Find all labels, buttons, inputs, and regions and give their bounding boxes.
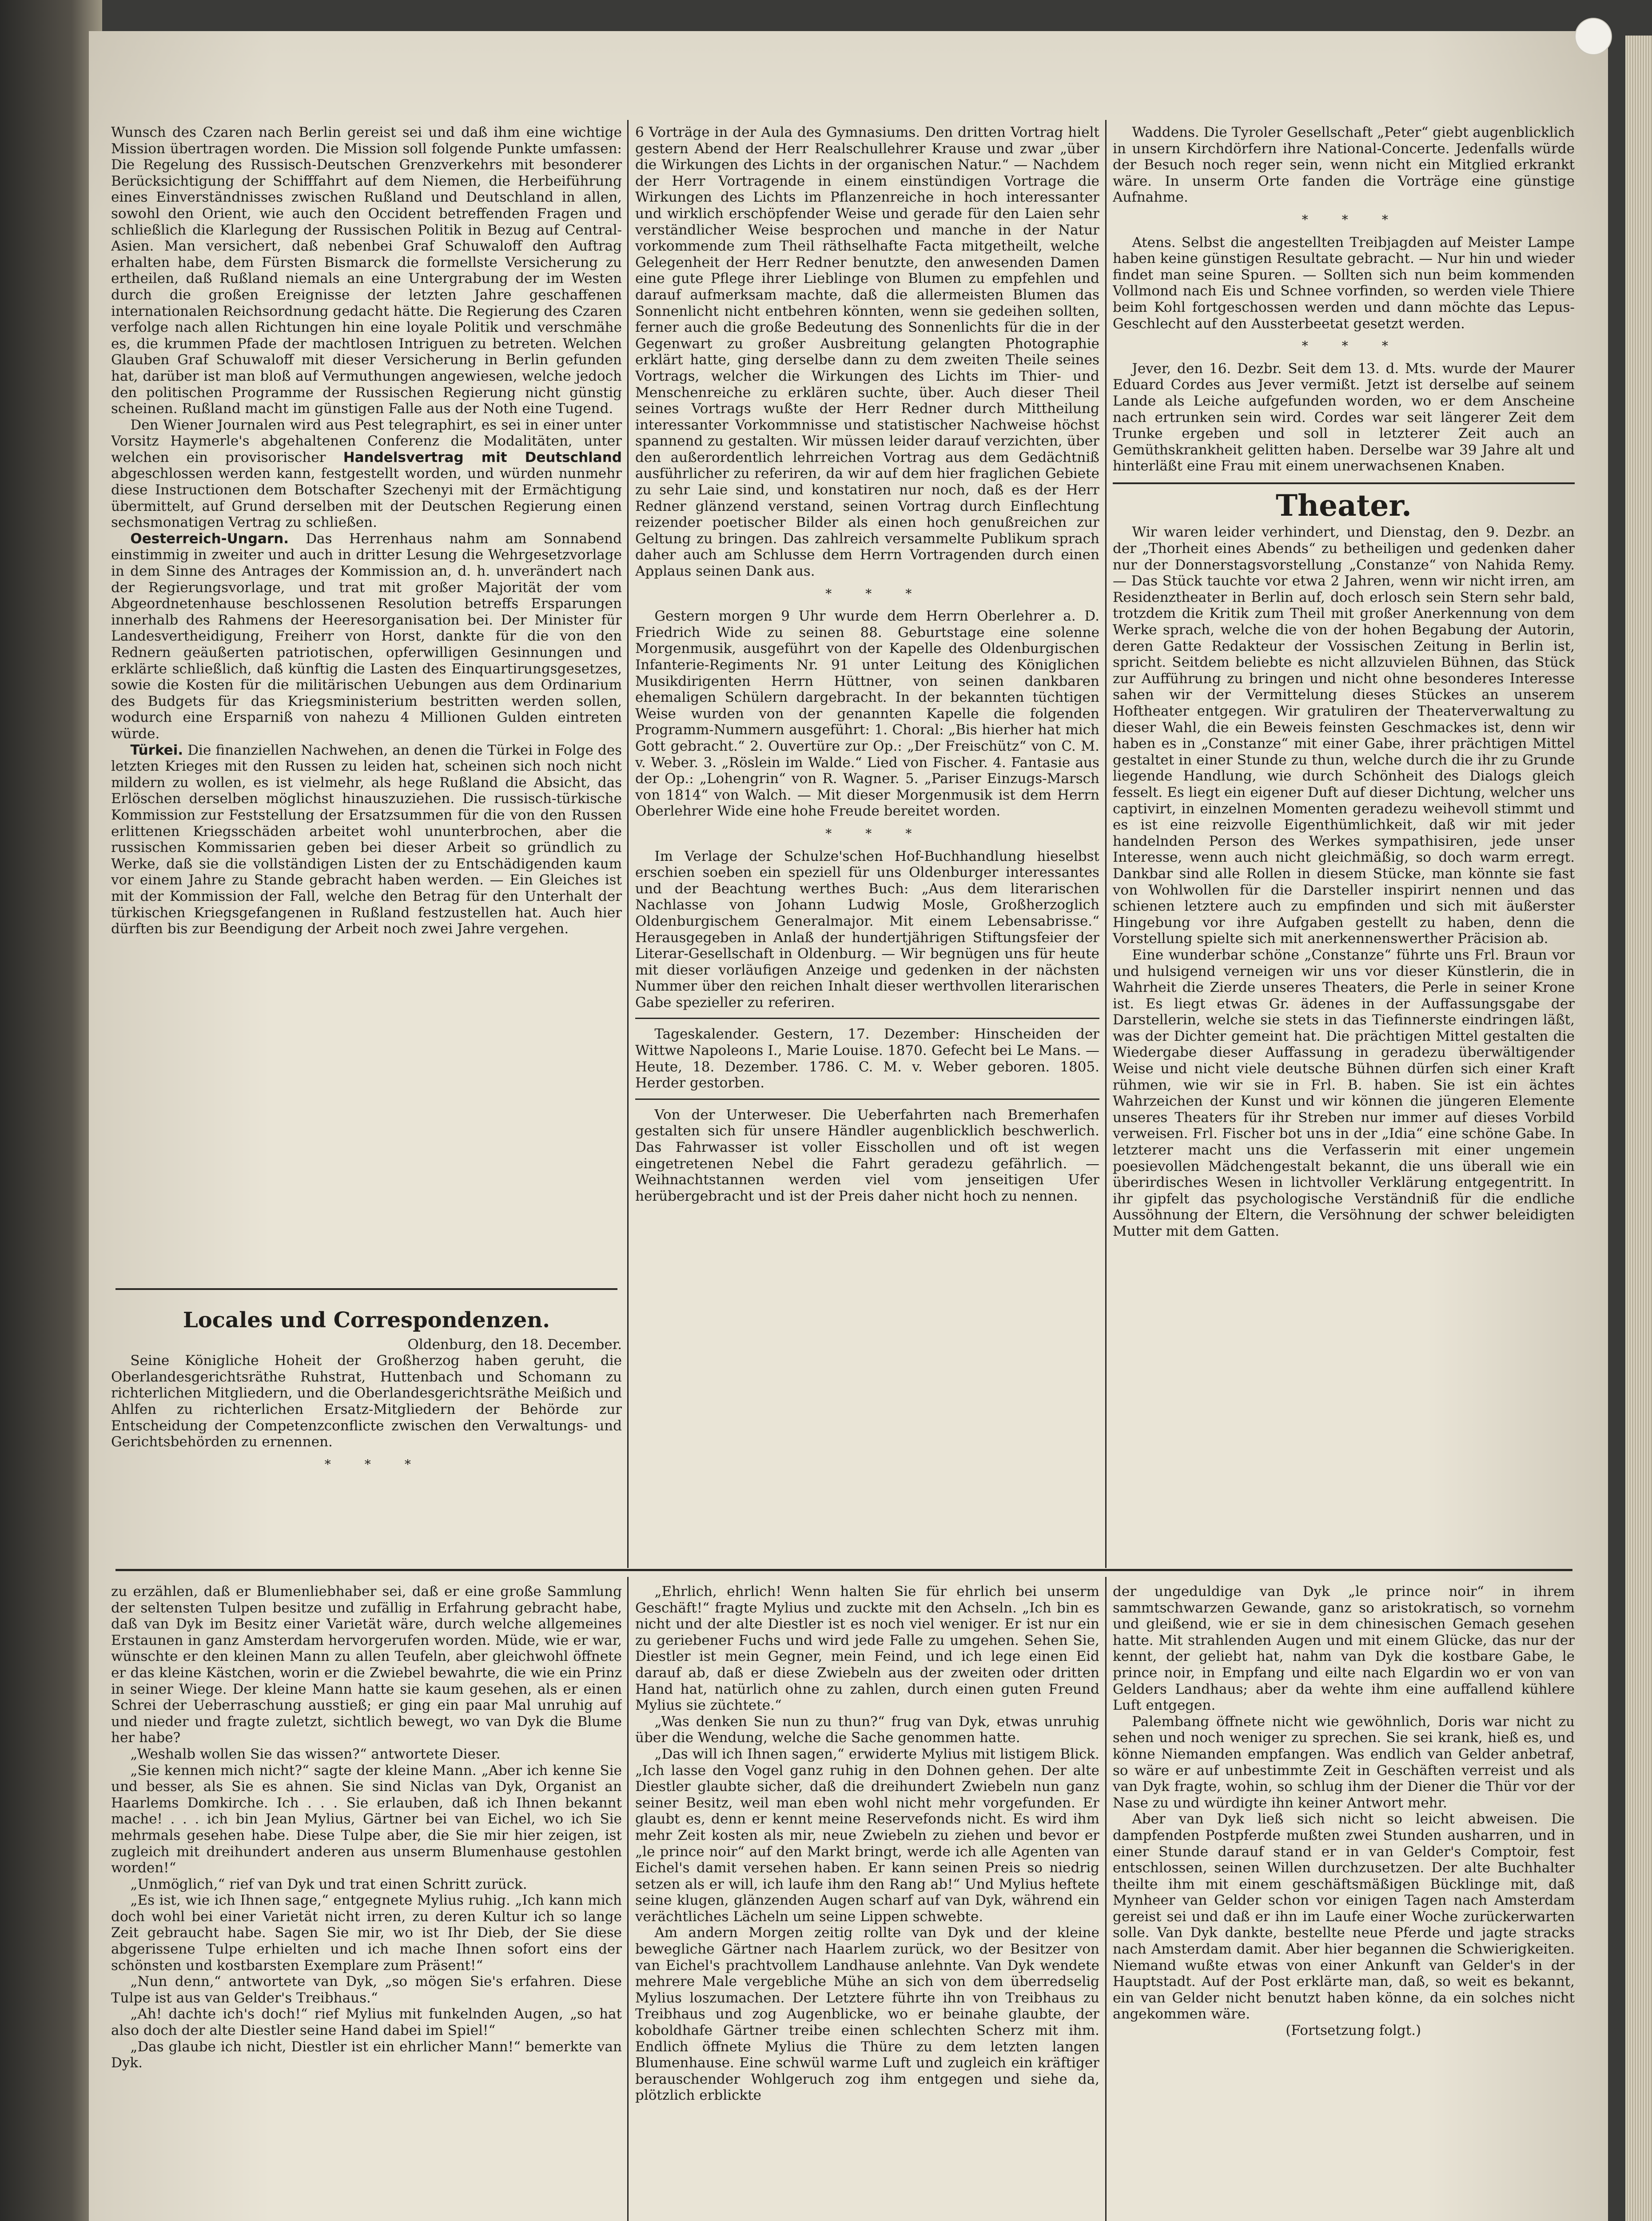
separator-stars: * * * [1302, 338, 1403, 354]
column-top-right [1113, 124, 1575, 1546]
paragraph: 6 Vorträge in der Aula des Gymnasiums. Den dritten Vortrag hielt gestern Abend der Herr Realschullehrer Krause und zwar „über die Wirkungen des Lichts in der organischen Natur.“ — Nachdem der Herr Vortragende in einem einstündigen Vortrage die Wirkungen des Lichts im Pflanzenreiche in hoch interessanter und wirklich erschöpfender Weise und gerade für den Laien sehr verständlicher Weise besprochen und manche in der Natur vorkommende zum Theil räthselhafte Facta mitgetheilt, welche Gelegenheit der Herr Redner benutzte, den anwesenden Damen eine gute Pflege ihrer Lieblinge von Blumen zu empfehlen und darauf aufmerksam machte, daß die allermeisten Blumen das Sonnenlicht nicht entbehren könnten, wenn sie gedeihen sollten, ferner auch die große Bedeutung des Sonnenlichts für die in der Gegenwart zu großer Ausbreitung gelangten Photographie erklärt hatte, ging derselbe dann zu dem zweiten Theile seines Vortrags, welcher die Wirkungen des Lichts im Thier- und Menschenreiche zu erklären suchte, über. Auch dieser Theil seines Vortrags wußte der Herr Redner durch Mittheilung interessanter Vorkommnisse und statistischer Nachweise höchst spannend zu gestalten. Wir müssen leider darauf verzichten, über den außerordentlich lehrreichen Vortrag aus dem Gedächtniß ausführlicher zu referiren, da wir auf dem hier fraglichen Gebiete zu sehr Laie sind, und konstatiren nur noch, daß es der Herr Redner glänzend verstand, seinen Vortrag durch Einflechtung reizender poetischer Bilder als einen hoch genußreichen zur Geltung zu bringen. Das zahlreich versammelte Publikum sprach daher auch am Schlusse dem Herrn Vortragenden durch einen Applaus seinen Dank aus. [635, 124, 1099, 580]
section-rule [635, 1099, 1099, 1100]
dateline: Oldenburg, den 18. December. [407, 1336, 622, 1353]
paragraph: Türkei. Die finanziellen Nachwehen, an denen die Türkei in Folge des letzten Krieges mit den Russen zu leiden hat, scheinen sich noch nicht mildern zu wollen, es ist vielmehr, als hege Rußland die Absicht, das Erlöschen derselben möglichst hinauszuziehen. Die russisch-türkische Kommission zur Feststellung der Ersatzsummen für die von den Russen erlittenen Kriegsschäden arbeitet wohl ununterbrochen, aber die russischen Kommissarien geben bei dieser Arbeit so gründlich zu Werke, daß sie die vollständigen Listen der zu Entschädigenden kaum vor einem Jahre zu Stande gebracht haben werden. — Ein Gleiches ist mit der Kommission der Fall, welche den Betrag für den Unterhalt der türkischen Kriegsgefangenen in Rußland festzustellen hat. Auch hier dürften bis zur Beendigung der Arbeit noch zwei Jahre vergehen. [111, 742, 622, 937]
continuation-note: (Fortsetzung folgt.) [1286, 2022, 1421, 2039]
section-heading-theater: Theater. [1275, 488, 1412, 523]
paragraph: „Das glaube ich nicht, Diestler ist ein ehrlicher Mann!“ bemerkte van Dyk. [111, 2038, 622, 2071]
paragraph: Aber van Dyk ließ sich nicht so leicht abweisen. Die dampfenden Postpferde mußten zwei Stunden ausharren, und in einer Stunde darauf stand er in van Gelder's Comptoir, fest entschlossen, seinen Willen durchzusetzen. Der alte Buchhalter theilte ihm mit einem geschäftsmäßigen Bücklinge mit, daß Mynheer van Gelder schon vor einigen Tagen nach Amsterdam gereist sei und daß er ihn im Laufe einer Woche zurückerwarten solle. Van Dyk dankte, bestellte neue Pferde und jagte stracks nach Amsterdam damit. Aber hier begannen die Schwierigkeiten. Niemand wußte etwas von einer Ankunft van Gelder's in der Hauptstadt. Auf der Post erklärte man, daß, so weit es bekannt, ein van Gelder nicht benutzt haben könne, da ein solches nicht angekommen wäre. [1113, 1811, 1575, 2022]
paragraph: „Es ist, wie ich Ihnen sage,“ entgegnete Mylius ruhig. „Ich kann mich doch wohl bei einer Varietät nicht irren, zu deren Kultur ich so lange Zeit gebraucht habe. Sagen Sie mir, wo ist Ihr Dieb, der Sie diese abgerissene Tulpe erhielten und ich mache Ihnen sofort eins der schönsten und kostbarsten Exemplare zum Präsent!“ [111, 1892, 622, 1974]
book-spine [0, 0, 102, 2221]
column-rule [1105, 1577, 1107, 2221]
paragraph: Seine Königliche Hoheit der Großherzog haben geruht, die Oberlandesgerichtsräthe Ruhstrat, Huttenbach und Schomann zu richterlichen Mitgliedern, und die Oberlandesgerichtsräthe Meißich und Ahlfen zu richterlichen Ersatz-Mitgliedern der Behörde zur Entscheidung der Competenzconflicte zwischen den Verwaltungs- und Gerichtsbehörden zu ernennen. [111, 1353, 622, 1450]
paragraph: Wunsch des Czaren nach Berlin gereist sei und daß ihm eine wichtige Mission übertragen worden. Die Mission soll folgende Punkte umfassen: Die Regelung des Russisch-Deutschen Grenzverkehrs mit besonderer Berücksichtigung der Schifffahrt auf dem Niemen, die Herbeiführung eines Einverständnisses zwischen Rußland und Deutschland in allen, sowohl den Orient, wie auch den Occident betreffenden Fragen und schließlich die Klarlegung der Russischen Politik in Bezug auf Central-Asien. Man versichert, daß nebenbei Graf Schuwaloff den Auftrag erhalten habe, dem Fürsten Bismarck die formellste Versicherung zu ertheilen, daß Rußland niemals an eine Untergrabung der im Westen durch die großen Ereignisse der letzten Jahre geschaffenen internationalen Reichsordnung gedacht hätte. Die Regierung des Czaren verfolge nach allen Richtungen hin eine loyale Politik und verschmähe es, die krummen Pfade der machtlosen Intriguen zu betreten. Welchen Glauben Graf Schuwaloff mit dieser Versicherung in Berlin gefunden hat, darüber ist man bloß auf Vermuthungen angewiesen, welche jedoch den politischen Programme der Russischen Regierung nicht günstig scheinen. Rußland macht im günstigen Falle aus der Noth eine Tugend. [111, 124, 622, 417]
column-bottom-left [111, 1584, 622, 2221]
column-top-middle [635, 124, 1099, 1546]
column-locales [111, 1302, 622, 1550]
section-rule [1113, 482, 1575, 484]
newspaper-page [89, 31, 1608, 2221]
column-bottom-middle [635, 1584, 1099, 2221]
paragraph: „Sie kennen mich nicht?“ sagte der kleine Mann. „Aber ich kenne Sie und besser, als Sie es ahnen. Sie sind Niclas van Dyk, Organist an Haarlems Domkirche. Ich . . . Sie erlauben, daß ich Ihnen bekannt mache! . . . ich bin Jean Mylius, Gärtner bei van Eichel, wo ich Sie mehrmals gesehen habe. Diese Tulpe aber, die Sie mir hier zeigen, ist zugleich mit dreihundert anderen aus unserm Blumenhause gestohlen worden!“ [111, 1762, 622, 1876]
separator-stars: * * * [825, 826, 927, 841]
paragraph: „Ehrlich, ehrlich! Wenn halten Sie für ehrlich bei unserm Geschäft!“ fragte Mylius und zuckte mit den Achseln. „Ich bin es nicht und der alte Diestler ist es noch viel weniger. Er ist nur ein zu geriebener Fuchs und wird jede Falle zu umgehen. Sehen Sie, Diestler ist mein Gegner, mein Feind, und ich lege einen Eid darauf ab, daß er diese Zwiebeln aus der zweiten oder dritten Hand hat, natürlich ohne zu zahlen, durch einen guten Freund Mylius sie züchtete.“ [635, 1584, 1099, 1714]
paragraph: Tageskalender. Gestern, 17. Dezember: Hinscheiden der Wittwe Napoleons I., Marie Louise. 1870. Gefecht bei Le Mans. — Heute, 18. Dezember. 1786. C. M. v. Weber geboren. 1805. Herder gestorben. [635, 1026, 1099, 1091]
column-top-left [111, 124, 622, 1364]
column-rule [627, 1577, 629, 2221]
separator-stars: * * * [324, 1457, 426, 1472]
paragraph: Eine wunderbar schöne „Constanze“ führte uns Frl. Braun vor und hulsigend verneigen wir uns vor dieser Künstlerin, die in Wahrheit die Zierde unseres Theaters, die Perle in seiner Krone ist. Es liegt etwas Gr. ädenes in der Auffassungsgabe der Darstellerin, welche sie stets in das Tiefinnerste eindringen läßt, was der Dichter gemeint hat. Die prächtigen Mittel gestalten die Wiedergabe dieser Auffassung in geradezu überwältigender Weise und nicht viele deutsche Bühnen dürfen sich einer Kraft rühmen, wie wir sie in Frl. B. haben. Sie ist ein ächtes Wahrzeichen der Kunst und wir können die jüngeren Elemente unseres Theaters für ihr Streben nur immer auf dieses Vorbild verweisen. Frl. Fischer bot uns in der „Idia“ eine schöne Gabe. In letzterer macht uns die Verfasserin mit einer ungemein poesievollen Mädchengestalt bekannt, die uns überall wie ein überirdisches Wesen in lichtvoller Verklärung entgegentritt. In ihr gipfelt das psychologische Verständniß für die endliche Aussöhnung der Eltern, die Versöhnung der schwer beleidigten Mutter mit dem Gatten. [1113, 947, 1575, 1239]
library-stamp [1575, 18, 1612, 55]
paragraph: Palembang öffnete nicht wie gewöhnlich, Doris war nicht zu sehen und noch weniger zu sprechen. Sie sei krank, hieß es, und könne Niemanden empfangen. Was endlich van Gelder anbetraf, so wäre er auf unbestimmte Zeit in Geschäften verreist und als van Dyk fragte, wohin, so schlug ihm der Diener die Thür vor der Nase zu und würdigte ihn keiner Antwort mehr. [1113, 1713, 1575, 1811]
paragraph: Von der Unterweser. Die Ueberfahrten nach Bremerhafen gestalten sich für unsere Händler augenblicklich beschwerlich. Das Fahrwasser ist voller Eisschollen und oft ist wegen eingetretenen Nebel die Fahrt geradezu gefährlich. — Weihnachtstannen werden viel vom jenseitigen Ufer herübergebracht und ist der Preis daher nicht hoch zu nennen. [635, 1107, 1099, 1204]
paragraph: „Das will ich Ihnen sagen,“ erwiderte Mylius mit listigem Blick. „Ich lasse den Vogel ganz ruhig in den Dohnen gehen. Der alte Diestler glaubte sicher, daß die dreihundert Zwiebeln nun ganz seiner Besitz, weil man eben wohl nicht mehr vorgefunden. Er glaubt es, denn er kennt meine Reservefonds nicht. Es wird ihm mehr Zeit kosten als mir, neue Zwiebeln zu ziehen und bevor er „le prince noir“ auf den Markt bringt, werde ich alle Agenten van Eichel's damit versehen haben. Er kann seinen Preis so niedrig setzen als er will, ich laufe ihm den Rang ab!“ Und Mylius heftete seine klugen, glänzenden Augen scharf auf van Dyk, während ein verächtliches Lächeln um seine Lippen schwebte. [635, 1746, 1099, 1925]
paragraph: „Ah! dachte ich's doch!“ rief Mylius mit funkelnden Augen, „so hat also doch der alte Diestler seine Hand dabei im Spiel!“ [111, 2006, 622, 2039]
column-rule [627, 120, 629, 1568]
paragraph: Den Wiener Journalen wird aus Pest telegraphirt, es sei in einer unter Vorsitz Haymerle's abgehaltenen Conferenz die Modalitäten, unter welchen ein provisorischer Handelsvertrag mit Deutschland abgeschlossen werden kann, festgestellt worden, und würden nunmehr diese Instructionen dem Botschafter Szechenyi mit der Ermächtigung übermittelt, auf Grund derselben mit der Deutschen Regierung einen sechsmonatigen Vertrag zu schließen. [111, 417, 622, 531]
separator-stars: * * * [1302, 212, 1403, 227]
section-heading-locales: Locales und Correspondenzen. [183, 1308, 550, 1333]
paragraph: „Was denken Sie nun zu thun?“ frug van Dyk, etwas unruhig über die Wendung, welche die Sache genommen hatte. [635, 1713, 1099, 1746]
separator-stars: * * * [825, 586, 927, 601]
paragraph: Wir waren leider verhindert, und Dienstag, den 9. Dezbr. an der „Thorheit eines Abends“ zu betheiligen und gedenken daher nur der Donnerstagsvorstellung „Constanze“ von Nahida Remy. — Das Stück tauchte vor etwa 2 Jahren, wenn wir nicht irren, am Residenztheater in Berlin auf, doch erlosch sein Stern sehr bald, trotzdem die Kritik zum Theil mit großer Anerkennung von dem Werke sprach, welche die von der hohen Begabung der Autorin, deren Gatte Redakteur der Vossischen Zeitung in Berlin ist, spricht. Seitdem beliebte es nicht allzuvielen Bühnen, das Stück zur Aufführung zu bringen und nicht ohne besonderes Interesse sahen wir der Vermittelung dieses Stückes an unserem Hoftheater entgegen. Wir gratuliren der Theaterverwaltung zu dieser Wahl, die ein Beweis feinsten Geschmackes ist, denn wir haben es in „Constanze“ mit einer Gabe, ihrer prächtigen Mittel gestaltet in einer Stunde zu thun, welche durch die ihr zu Grunde liegende Handlung, wie durch Schönheit des Dialogs gleich fesselt. Es liegt ein eigener Duft auf dieser Dichtung, welcher uns captivirt, in einzelnen Momenten geradezu weihevoll stimmt und es ist eine reizvolle Eigenthümlichkeit, daß wir mit jeder handelnden Person des Werkes sympathisiren, jede unser Interesse, wenn auch nicht gleichmäßig, so doch warm erregt. Dankbar sind alle Rollen in diesem Stücke, man könnte sie fast von Wohlwollen für die Darsteller inspirirt nennen und das schienen letztere auch zu empfinden und sich mit äußerster Hingebung vor ihre Aufgaben gestellt zu haben, denn die Vorstellung spielte sich mit anerkennenswerther Präcision ab. [1113, 524, 1575, 947]
paragraph: Oesterreich-Ungarn. Das Herrenhaus nahm am Sonnabend einstimmig in zweiter und auch in dritter Lesung die Wehrgesetzvorlage in dem Sinne des Antrages der Kommission an, d. h. unverändert nach der Regierungsvorlage, und trat mit großer Majorität der vom Abgeordnetenhause beschlossenen Resolution betreffs Ersparungen innerhalb des Rahmens der Heeresorganisation bei. Der Minister für Landesvertheidigung, Freiherr von Horst, dankte für die von den Rednern geäußerten patriotischen, opferwilligen Gesinnungen und erklärte schließlich, daß künftig die Lasten des Einquartirungsgesetzes, sowie die Kosten für die militärischen Uebungen aus dem Ordinarium des Budgets für das Kriegsministerium bestritten werden sollen, wodurch eine Ersparniß von nahezu 4 Millionen Gulden eintreten würde. [111, 530, 622, 742]
paragraph: Atens. Selbst die angestellten Treibjagden auf Meister Lampe haben keine günstigen Resultate gebracht. — Nur hin und wieder findet man seine Spuren. — Sollten sich nun beim kommenden Vollmond nach Eis und Schnee vorfinden, so werden viele Thiere beim Kohl fortgeschossen werden und dann möchte das Lepus-Geschlecht auf den Aussterbeetat gesetzt werden. [1113, 234, 1575, 332]
paragraph: Im Verlage der Schulze'schen Hof-Buchhandlung hieselbst erschien soeben ein speziell für uns Oldenburger interessantes und der Beachtung werthes Buch: „Aus dem literarischen Nachlasse von Johann Ludwig Mosle, Großherzoglich Oldenburgischem Generalmajor. Mit einem Lebensabrisse.“ Herausgegeben in Anlaß der hundertjährigen Stiftungsfeier der Literar-Gesellschaft in Oldenburg. — Wir begnügen uns für heute mit dieser vorläufigen Anzeige und gedenken in der nächsten Nummer über den reichen Inhalt dieser werthvollen literarischen Gabe spezieller zu referiren. [635, 848, 1099, 1011]
column-rule [1105, 120, 1107, 1568]
page-edges [1625, 36, 1652, 2221]
section-rule [635, 1018, 1099, 1019]
paragraph: „Nun denn,“ antwortete van Dyk, „so mögen Sie's erfahren. Diese Tulpe ist aus van Gelder's Treibhaus.“ [111, 1974, 622, 2006]
paragraph: Am andern Morgen zeitig rollte van Dyk und der kleine bewegliche Gärtner nach Haarlem zurück, wo der Besitzer von van Eichel's prachtvollem Landhause anlehnte. Van Dyk wendete mehrere Male vergebliche Mühe an sich von dem überredselig Mylius loszumachen. Der Letztere führte ihn von Treibhaus zu Treibhaus und zog Augenblicke, wo er beinahe glaubte, der koboldhafe Gärtner treibe einen schlechten Scherz mit ihm. Endlich öffnete Mylius die Thüre zu dem letzten langen Blumenhause. Eine schwül warme Luft und zugleich ein kräftiger berauschender Wohlgeruch zog ihm entgegen und siehe da, plötzlich erblickte [635, 1925, 1099, 2104]
paragraph: zu erzählen, daß er Blumenliebhaber sei, daß er eine große Sammlung der seltensten Tulpen besitze und zufällig in Erfahrung gebracht habe, daß van Dyk im Besitz einer Varietät wäre, durch welche allgemeines Erstaunen in ganz Amsterdam hervorgerufen worden. Müde, wie er war, wünschte er den kleinen Mann zu allen Teufeln, aber gleichwohl öffnete er das kleine Kästchen, worin er die Zwiebel bewahrte, die wie ein Prinz in seiner Wiege. Der kleine Mann hatte sie kaum gesehen, als er einen Schrei der Ueberraschung ausstieß; er ging ein paar Mal unruhig auf und nieder und fragte zuletzt, sichtlich bewegt, wo van Dyk die Blume her habe? [111, 1584, 622, 1746]
paragraph: Waddens. Die Tyroler Gesellschaft „Peter“ giebt augenblicklich in unsern Kirchdörfern ihre National-Concerte. Jedenfalls würde der Besuch noch reger sein, wenn nicht ein Mitglied erkrankt wäre. In unserm Orte fanden die Vorträge eine günstige Aufnahme. [1113, 124, 1575, 206]
paragraph: der ungeduldige van Dyk „le prince noir“ in ihrem sammtschwarzen Gewande, ganz so aristokratisch, so vornehm und gleißend, wie er sie in dem chinesischen Gemach gesehen hatte. Mit strahlenden Augen und mit einem Glücke, das nur der kennt, der geliebt hat, nahm van Dyk die kostbare Gabe, le prince noir, in Empfang und eilte nach Elgardin wo er von van Gelders Landhaus; aber da wehte ihm eine auffallend kühlere Luft entgegen. [1113, 1584, 1575, 1714]
feuilleton-rule [115, 1569, 1572, 1571]
paragraph: Gestern morgen 9 Uhr wurde dem Herrn Oberlehrer a. D. Friedrich Wide zu seinen 88. Geburtstage eine solenne Morgenmusik, ausgeführt von der Kapelle des Oldenburgischen Infanterie-Regiments Nr. 91 unter Leitung des Königlichen Musikdirigenten Herrn Hüttner, von seinen dankbaren ehemaligen Schülern dargebracht. In der bekannten tüchtigen Weise wurden von der genannten Kapelle die folgenden Programm-Nummern ausgeführt: 1. Choral: „Bis hierher hat mich Gott gebracht.“ 2. Ouvertüre zur Op.: „Der Freischütz“ von C. M. v. Weber. 3. „Röslein im Walde.“ Lied von Fischer. 4. Fantasie aus der Op.: „Lohengrin“ von R. Wagner. 5. „Pariser Einzugs-Marsch von 1814“ von Walch. — Mit dieser Morgenmusik ist dem Herrn Oberlehrer Wide eine hohe Freude bereitet worden. [635, 608, 1099, 820]
paragraph: „Weshalb wollen Sie das wissen?“ antwortete Dieser. [130, 1746, 501, 1762]
column-bottom-right [1113, 1584, 1575, 2221]
section-rule [115, 1288, 617, 1290]
paragraph: Jever, den 16. Dezbr. Seit dem 13. d. Mts. wurde der Maurer Eduard Cordes aus Jever vermißt. Jetzt ist derselbe auf seinem Lande als Leiche aufgefunden worden, wo er dem Anscheine nach ertrunken sein wird. Cordes war seit längerer Zeit dem Trunke ergeben und soll in letzterer Zeit auch an Gemüthskrankheit gelitten haben. Derselbe war 39 Jahre alt und hinterläßt eine Frau mit einem unerwachsenen Knaben. [1113, 360, 1575, 474]
paragraph: „Unmöglich,“ rief van Dyk und trat einen Schritt zurück. [130, 1876, 527, 1892]
